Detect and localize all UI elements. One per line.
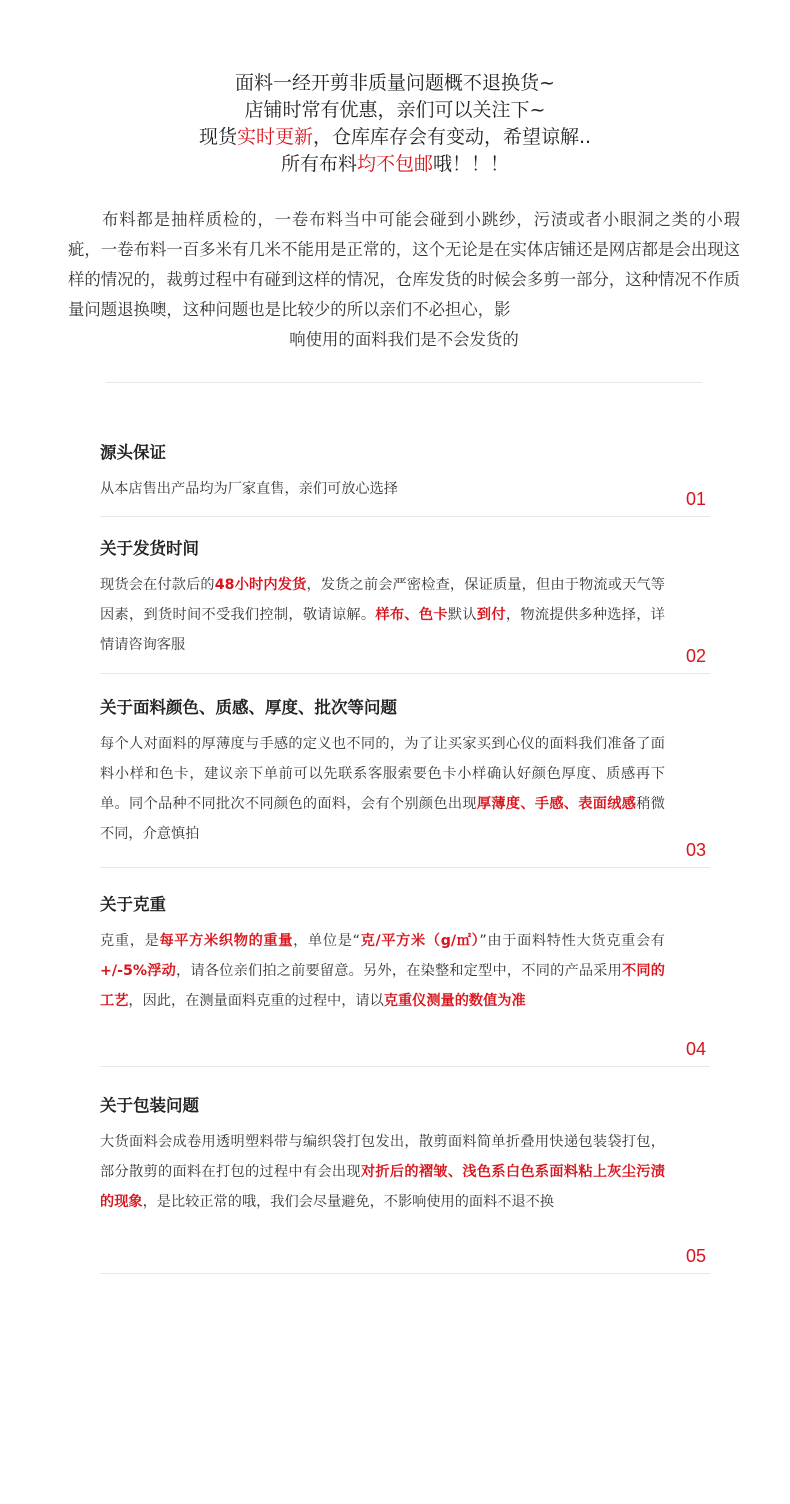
- intro-paragraph: [68, 205, 740, 355]
- intro-text: 布料都是抽样质检的，一卷布料当中可能会碰到小跳纱，污渍或者小眼洞之类的小瑕疵，一卷布料一百多米有几米不能用是正常的，这个无论是在实体店铺还是网店都是会出现这样的情况的，裁剪过程中有碰到这样的情况，仓库发货的时候会多剪一部分，这种情况不作质量问题退换噢，这种问题也是比较少的所以亲们不必担心，影: [68, 210, 741, 319]
- section-title: 关于面料颜色、质感、厚度、批次等问题: [100, 698, 397, 717]
- body-text: 现货会在付款后的: [100, 577, 215, 593]
- notice-line-3-pre: 现货: [198, 126, 237, 148]
- highlight-text: 到付: [476, 607, 506, 623]
- section-fabric-quality: [100, 697, 710, 860]
- section-title: 关于克重: [100, 895, 166, 914]
- body-text: ，单位是“: [293, 933, 360, 949]
- section-title: 关于发货时间: [100, 539, 199, 558]
- body-text: 从本店售出产品均为厂家直售，亲们可放心选择: [100, 481, 398, 497]
- section-divider: [100, 867, 710, 868]
- highlight-text: 克/平方米（g/㎡）: [359, 933, 480, 949]
- notice-line-4-pre: 所有布料: [280, 153, 357, 175]
- body-text: 每个人对面料的厚薄度与手感的定义也不同的，为了让买家买到心仪的面料我们准备了面料小样和色卡，建议亲下单前可以先联系客服索要色卡小样确认好颜色厚度、质感再下单。同个品种不同批次不同颜色的面料，会有个别颜色出现: [100, 736, 665, 812]
- section-number: 04: [685, 1039, 706, 1059]
- body-text: 默认: [447, 607, 477, 623]
- body-text: ，是比较正常的哦，我们会尽量避免，不影响使用的面料不退不换: [142, 1194, 555, 1210]
- notice-line-1: 面料一经开剪非质量问题概不退换货~: [235, 72, 555, 94]
- notice-line-2: 店铺时常有优惠，亲们可以关注下~: [244, 99, 546, 121]
- section-divider: [100, 516, 710, 517]
- top-divider: [106, 382, 702, 383]
- section-title: 关于包装问题: [100, 1096, 199, 1115]
- section-title: 源头保证: [100, 443, 166, 462]
- highlight-text: 克重仪测量的数值为准: [383, 993, 526, 1009]
- highlight-text: +/-5%浮动: [100, 963, 177, 979]
- highlight-text: 厚薄度、手感、表面绒感: [476, 796, 637, 812]
- section-number: 05: [685, 1246, 706, 1266]
- notice-line-4-highlight: 均不包邮: [356, 153, 433, 175]
- body-text: ”由于面料特性大货克重会有: [479, 933, 665, 949]
- highlight-text: 48小时内发货: [214, 577, 307, 593]
- section-source-guarantee: [100, 442, 710, 509]
- notice-block: [0, 70, 790, 178]
- section-divider: [100, 673, 710, 674]
- highlight-text: 每平方米织物的重量: [159, 933, 294, 949]
- section-number: 02: [685, 646, 706, 666]
- body-text: ，请各位亲们拍之前要留意。另外，在染整和定型中，不同的产品采用: [176, 963, 623, 979]
- section-number: 01: [685, 489, 706, 509]
- body-text: ，发货之前会严密检查，保证质量，但由于物流或天气等因素，到货时间不受我们控制，敬请谅解。: [100, 577, 665, 623]
- highlight-text: 样布、色卡: [375, 607, 448, 623]
- section-packaging: [100, 1095, 710, 1266]
- section-body: [100, 570, 665, 660]
- notice-line-4-post: 哦！！！: [433, 153, 510, 175]
- section-divider: [100, 1066, 710, 1067]
- highlight-text: 对折后的褶皱、浅色系白色系面料粘上灰尘污渍的现象: [100, 1164, 665, 1210]
- intro-last-line: 响使用的面料我们是不会发货的: [289, 330, 519, 349]
- body-text: 稍微不同，介意慎拍: [100, 796, 665, 842]
- section-body: [100, 474, 665, 504]
- section-number: 03: [685, 840, 706, 860]
- body-text: ，物流提供多种选择，详情请咨询客服: [100, 607, 665, 653]
- notice-line-3-highlight: 实时更新: [236, 126, 313, 148]
- section-body: [100, 1127, 665, 1217]
- section-shipping-time: [100, 538, 710, 666]
- section-divider: [100, 1273, 710, 1274]
- body-text: 克重，是: [100, 933, 160, 949]
- notice-line-3: [0, 124, 790, 151]
- section-body: [100, 926, 665, 1016]
- body-text: ，因此，在测量面料克重的过程中，请以: [128, 993, 384, 1009]
- body-text: 大货面料会成卷用透明塑料带与编织袋打包发出，散剪面料简单折叠用快递包装袋打包，部分散剪的面料在打包的过程中有会出现: [100, 1134, 665, 1180]
- section-body: [100, 729, 665, 849]
- highlight-text: 不同的工艺: [100, 963, 665, 1009]
- section-fabric-weight: [100, 894, 710, 1059]
- notice-line-4: [0, 151, 790, 178]
- notice-line-3-post: ，仓库库存会有变动，希望谅解..: [312, 126, 592, 148]
